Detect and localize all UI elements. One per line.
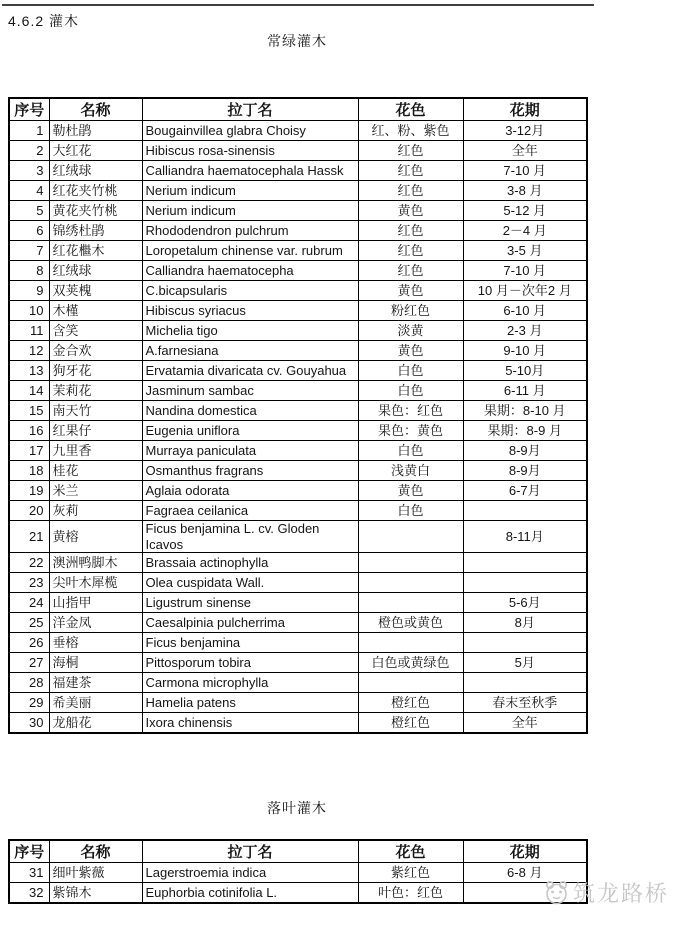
cell-latin-name: Caesalpinia pulcherrima [142, 613, 358, 633]
cell-flower-period: 3-12月 [463, 121, 587, 141]
cell-latin-name: Ervatamia divaricata cv. Gouyahua [142, 361, 358, 381]
cell-flower-period: 8月 [463, 613, 587, 633]
column-header-no: 序号 [9, 840, 49, 863]
cell-flower-color [358, 573, 463, 593]
cell-flower-color: 白色 [358, 381, 463, 401]
cell-flower-period: 6-8 月 [463, 863, 587, 883]
cell-flower-period: 春末至秋季 [463, 693, 587, 713]
cell-plant-name: 红果仔 [49, 421, 142, 441]
cell-latin-name: Lagerstroemia indica [142, 863, 358, 883]
cell-plant-name: 希美丽 [49, 693, 142, 713]
cell-latin-name: Euphorbia cotinifolia L. [142, 883, 358, 904]
cell-latin-name: Nerium indicum [142, 181, 358, 201]
cell-flower-period: 8-11月 [463, 521, 587, 553]
table-row [9, 501, 587, 521]
cell-plant-name: 大红花 [49, 141, 142, 161]
cell-plant-name: 茉莉花 [49, 381, 142, 401]
cell-latin-name: Nerium indicum [142, 201, 358, 221]
cell-latin-name: Pittosporum tobira [142, 653, 358, 673]
cell-latin-name: Rhododendron pulchrum [142, 221, 358, 241]
cell-plant-name: 尖叶木犀榄 [49, 573, 142, 593]
cell-plant-name: 细叶紫薇 [49, 863, 142, 883]
cell-flower-color [358, 593, 463, 613]
table-row [9, 221, 587, 241]
cell-flower-color: 红色 [358, 241, 463, 261]
table-row [9, 553, 587, 573]
cell-flower-color: 白色或黄绿色 [358, 653, 463, 673]
cell-latin-name: Ligustrum sinense [142, 593, 358, 613]
cell-latin-name: Hibiscus rosa-sinensis [142, 141, 358, 161]
table-row [9, 481, 587, 501]
cell-flower-period: 5月 [463, 653, 587, 673]
cell-row-number: 20 [9, 501, 49, 521]
cell-latin-name: A.farnesiana [142, 341, 358, 361]
cell-latin-name: Michelia tigo [142, 321, 358, 341]
cell-latin-name: Calliandra haematocephala Hassk [142, 161, 358, 181]
cell-flower-color: 红色 [358, 221, 463, 241]
cell-flower-period [463, 673, 587, 693]
cell-flower-color: 白色 [358, 501, 463, 521]
cell-latin-name: Bougainvillea glabra Choisy [142, 121, 358, 141]
table-row [9, 673, 587, 693]
cell-latin-name: Ficus benjamina L. cv. Gloden Icavos [142, 521, 358, 553]
cell-flower-color: 黄色 [358, 201, 463, 221]
cell-plant-name: 含笑 [49, 321, 142, 341]
cell-row-number: 9 [9, 281, 49, 301]
cell-flower-color: 果色：红色 [358, 401, 463, 421]
cell-flower-period: 8-9月 [463, 441, 587, 461]
cell-flower-period: 7-10 月 [463, 261, 587, 281]
cell-flower-period [463, 883, 587, 904]
table-row [9, 573, 587, 593]
cell-flower-color: 红、粉、紫色 [358, 121, 463, 141]
cell-flower-color: 黄色 [358, 481, 463, 501]
cell-row-number: 27 [9, 653, 49, 673]
column-header-name: 名称 [49, 840, 142, 863]
column-header-period: 花期 [463, 98, 587, 121]
cell-flower-color [358, 521, 463, 553]
cell-flower-period: 果期：8-9 月 [463, 421, 587, 441]
cell-flower-period: 2-3 月 [463, 321, 587, 341]
column-header-period: 花期 [463, 840, 587, 863]
deciduous-table [8, 839, 588, 904]
table-row [9, 693, 587, 713]
table-row [9, 201, 587, 221]
cell-row-number: 8 [9, 261, 49, 281]
cell-row-number: 22 [9, 553, 49, 573]
table-row [9, 141, 587, 161]
cell-row-number: 14 [9, 381, 49, 401]
cell-plant-name: 灰莉 [49, 501, 142, 521]
cell-plant-name: 锦绣杜鹃 [49, 221, 142, 241]
table-header-row [9, 98, 587, 121]
cell-flower-period: 8-9月 [463, 461, 587, 481]
table-row [9, 863, 587, 883]
cell-plant-name: 木槿 [49, 301, 142, 321]
table-row [9, 361, 587, 381]
cell-plant-name: 垂榕 [49, 633, 142, 653]
table-row [9, 261, 587, 281]
watermark-text: 筑龙路桥 [573, 881, 670, 906]
column-header-color: 花色 [358, 98, 463, 121]
cell-plant-name: 红绒球 [49, 161, 142, 181]
table-row [9, 381, 587, 401]
cell-latin-name: Nandina domestica [142, 401, 358, 421]
cell-latin-name: Hibiscus syriacus [142, 301, 358, 321]
cell-flower-color [358, 553, 463, 573]
cell-row-number: 31 [9, 863, 49, 883]
cell-flower-color: 黄色 [358, 281, 463, 301]
cell-flower-period: 3-8 月 [463, 181, 587, 201]
column-header-latin: 拉丁名 [142, 840, 358, 863]
evergreen-table [8, 97, 588, 734]
cell-plant-name: 海桐 [49, 653, 142, 673]
cell-flower-period: 5-10月 [463, 361, 587, 381]
cell-flower-color: 果色：黄色 [358, 421, 463, 441]
cell-plant-name: 勒杜鹃 [49, 121, 142, 141]
cell-plant-name: 紫锦木 [49, 883, 142, 904]
cell-row-number: 29 [9, 693, 49, 713]
column-header-no: 序号 [9, 98, 49, 121]
cell-row-number: 19 [9, 481, 49, 501]
cell-row-number: 4 [9, 181, 49, 201]
cell-latin-name: Aglaia odorata [142, 481, 358, 501]
table-row [9, 161, 587, 181]
cell-latin-name: Murraya paniculata [142, 441, 358, 461]
cell-plant-name: 山指甲 [49, 593, 142, 613]
cell-plant-name: 红花夹竹桃 [49, 181, 142, 201]
cell-row-number: 17 [9, 441, 49, 461]
table-row [9, 281, 587, 301]
cell-flower-color: 紫红色 [358, 863, 463, 883]
cell-plant-name: 福建茶 [49, 673, 142, 693]
cell-flower-color: 叶色：红色 [358, 883, 463, 904]
cell-row-number: 24 [9, 593, 49, 613]
table-row [9, 593, 587, 613]
table-row [9, 121, 587, 141]
cell-latin-name: Ficus benjamina [142, 633, 358, 653]
cell-plant-name: 黄榕 [49, 521, 142, 553]
cell-flower-color: 粉红色 [358, 301, 463, 321]
cell-latin-name: Osmanthus fragrans [142, 461, 358, 481]
cell-plant-name: 黄花夹竹桃 [49, 201, 142, 221]
cell-plant-name: 双荚槐 [49, 281, 142, 301]
cell-row-number: 30 [9, 713, 49, 734]
cell-flower-period [463, 501, 587, 521]
cell-flower-period [463, 573, 587, 593]
cell-flower-color: 橙红色 [358, 693, 463, 713]
cell-flower-color [358, 673, 463, 693]
cell-flower-color: 红色 [358, 141, 463, 161]
cell-plant-name: 洋金凤 [49, 613, 142, 633]
cell-flower-period: 2－4 月 [463, 221, 587, 241]
cell-latin-name: Hamelia patens [142, 693, 358, 713]
cell-flower-color: 橙红色 [358, 713, 463, 734]
top-rule [2, 4, 594, 6]
table-row [9, 321, 587, 341]
cell-row-number: 25 [9, 613, 49, 633]
table-row [9, 883, 587, 904]
cell-row-number: 12 [9, 341, 49, 361]
cell-flower-color: 红色 [358, 181, 463, 201]
cell-row-number: 11 [9, 321, 49, 341]
cell-row-number: 10 [9, 301, 49, 321]
cell-latin-name: C.bicapsularis [142, 281, 358, 301]
cell-flower-period [463, 633, 587, 653]
cell-flower-period: 9-10 月 [463, 341, 587, 361]
table-row [9, 461, 587, 481]
cell-plant-name: 九里香 [49, 441, 142, 461]
cell-plant-name: 金合欢 [49, 341, 142, 361]
cell-row-number: 7 [9, 241, 49, 261]
table-row [9, 613, 587, 633]
cell-flower-period: 5-12 月 [463, 201, 587, 221]
table-header-row [9, 840, 587, 863]
column-header-name: 名称 [49, 98, 142, 121]
cell-row-number: 26 [9, 633, 49, 653]
cell-latin-name: Brassaia actinophylla [142, 553, 358, 573]
cell-row-number: 28 [9, 673, 49, 693]
cell-latin-name: Loropetalum chinense var. rubrum [142, 241, 358, 261]
cell-flower-color: 白色 [358, 441, 463, 461]
cell-flower-period: 7-10 月 [463, 161, 587, 181]
cell-plant-name: 桂花 [49, 461, 142, 481]
cell-flower-period: 全年 [463, 713, 587, 734]
cell-row-number: 15 [9, 401, 49, 421]
evergreen-heading: 常绿灌木 [267, 33, 327, 49]
cell-row-number: 16 [9, 421, 49, 441]
cell-latin-name: Ixora chinensis [142, 713, 358, 734]
table-row [9, 341, 587, 361]
cell-flower-period [463, 553, 587, 573]
cell-flower-period: 6-7月 [463, 481, 587, 501]
cell-row-number: 21 [9, 521, 49, 553]
table-row [9, 521, 587, 553]
cell-row-number: 32 [9, 883, 49, 904]
cell-flower-period: 果期：8-10 月 [463, 401, 587, 421]
table-row [9, 241, 587, 261]
table-row [9, 441, 587, 461]
cell-latin-name: Eugenia uniflora [142, 421, 358, 441]
cell-latin-name: Jasminum sambac [142, 381, 358, 401]
cell-flower-period: 5-6月 [463, 593, 587, 613]
cell-plant-name: 澳洲鸭脚木 [49, 553, 142, 573]
cell-plant-name: 红花檵木 [49, 241, 142, 261]
cell-flower-color: 红色 [358, 161, 463, 181]
page-title: 4.6.2 灌木 [8, 13, 80, 29]
table-row [9, 633, 587, 653]
cell-flower-period: 6-10 月 [463, 301, 587, 321]
cell-flower-color: 浅黄白 [358, 461, 463, 481]
cell-flower-period: 3-5 月 [463, 241, 587, 261]
column-header-latin: 拉丁名 [142, 98, 358, 121]
cell-plant-name: 龙船花 [49, 713, 142, 734]
deciduous-heading: 落叶灌木 [267, 800, 327, 816]
cell-flower-color: 淡黄 [358, 321, 463, 341]
table-row [9, 181, 587, 201]
column-header-color: 花色 [358, 840, 463, 863]
cell-flower-color: 红色 [358, 261, 463, 281]
table-row [9, 301, 587, 321]
cell-plant-name: 南天竹 [49, 401, 142, 421]
cell-latin-name: Olea cuspidata Wall. [142, 573, 358, 593]
cell-row-number: 13 [9, 361, 49, 381]
cell-row-number: 23 [9, 573, 49, 593]
cell-flower-color: 白色 [358, 361, 463, 381]
cell-row-number: 3 [9, 161, 49, 181]
cell-row-number: 6 [9, 221, 49, 241]
cell-latin-name: Fagraea ceilanica [142, 501, 358, 521]
cell-latin-name: Carmona microphylla [142, 673, 358, 693]
cell-plant-name: 米兰 [49, 481, 142, 501]
cell-row-number: 18 [9, 461, 49, 481]
cell-flower-color: 橙色或黄色 [358, 613, 463, 633]
cell-flower-period: 10 月－次年2 月 [463, 281, 587, 301]
table-row [9, 421, 587, 441]
cell-plant-name: 狗牙花 [49, 361, 142, 381]
table-row [9, 713, 587, 734]
cell-latin-name: Calliandra haematocepha [142, 261, 358, 281]
cell-flower-period: 6-11 月 [463, 381, 587, 401]
cell-row-number: 1 [9, 121, 49, 141]
table-row [9, 653, 587, 673]
cell-flower-color: 黄色 [358, 341, 463, 361]
cell-row-number: 2 [9, 141, 49, 161]
cell-flower-color [358, 633, 463, 653]
table-row [9, 401, 587, 421]
cell-plant-name: 红绒球 [49, 261, 142, 281]
cell-row-number: 5 [9, 201, 49, 221]
cell-flower-period: 全年 [463, 141, 587, 161]
